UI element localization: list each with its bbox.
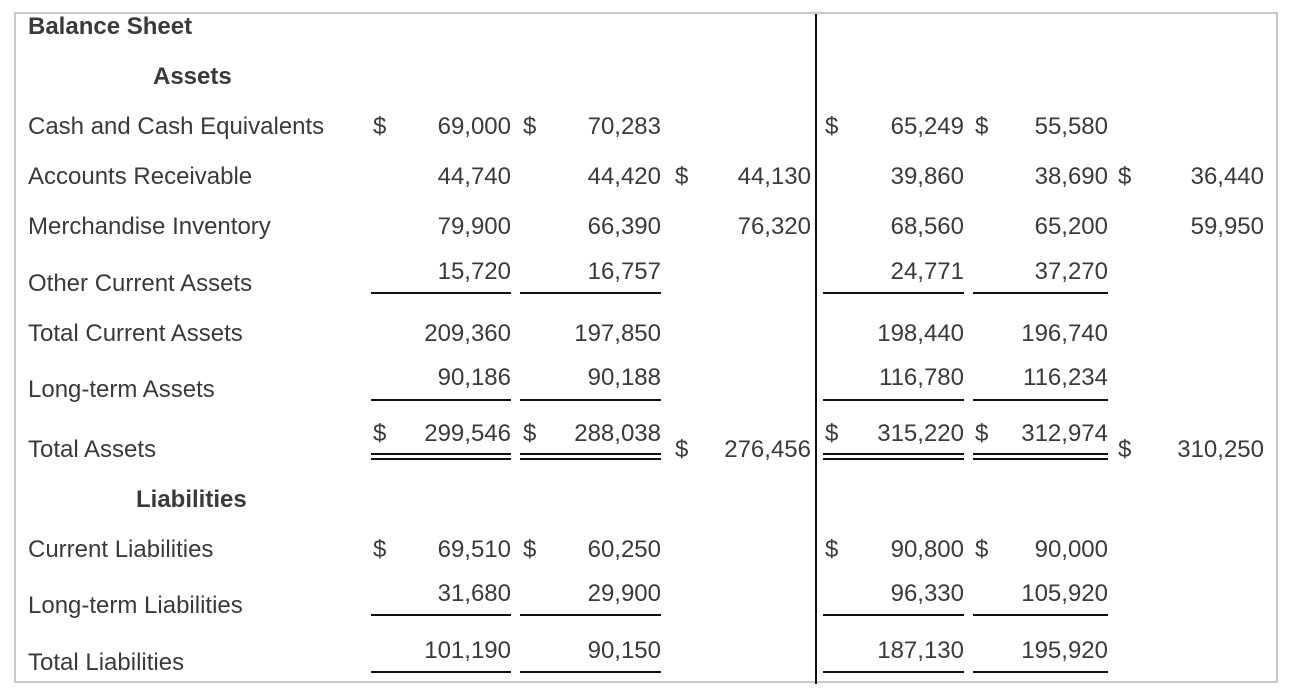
row-label-total-assets: Total Assets: [28, 436, 157, 463]
assets-heading: Assets: [153, 63, 232, 90]
double-underline: [973, 453, 1108, 455]
cell-inventory-c6: 59,950: [1190, 213, 1264, 240]
cell-cash-c1: 69,000: [437, 113, 511, 140]
row-label-long-term-assets: Long-term Assets: [28, 376, 215, 403]
cell-inventory-c4: 68,560: [890, 213, 964, 240]
cell-inventory-c5: 65,200: [1034, 213, 1108, 240]
row-label-cash: Cash and Cash Equivalents: [28, 113, 325, 140]
cell-ar-c1: 44,740: [437, 163, 511, 190]
cell-ltl-c2: 29,900: [587, 580, 661, 607]
cell-ar-c5: 38,690: [1034, 163, 1108, 190]
row-label-long-term-liabilities: Long-term Liabilities: [28, 592, 243, 619]
cell-other-ca-c5: 37,270: [1034, 258, 1108, 285]
currency-symbol: $: [523, 536, 537, 563]
cell-total-liab-c4: 187,130: [877, 637, 964, 664]
cell-cash-c5: 55,580: [1034, 113, 1108, 140]
cell-cash-c2: 70,283: [587, 113, 661, 140]
subtotal-underline: [371, 671, 511, 673]
row-label-merchandise-inventory: Merchandise Inventory: [28, 213, 271, 240]
cell-ltl-c4: 96,330: [890, 580, 964, 607]
cell-ltl-c1: 31,680: [437, 580, 511, 607]
subtotal-underline: [520, 292, 661, 294]
currency-symbol: $: [825, 536, 839, 563]
row-label-accounts-receivable: Accounts Receivable: [28, 163, 253, 190]
currency-symbol: $: [975, 536, 989, 563]
subtotal-underline: [823, 614, 964, 616]
subtotal-underline: [823, 399, 964, 401]
subtotal-underline: [973, 614, 1108, 616]
double-underline: [371, 453, 511, 455]
cell-inventory-c3: 76,320: [737, 213, 811, 240]
cell-total-assets-c1: 299,546: [424, 420, 511, 447]
subtotal-underline: [520, 671, 661, 673]
subtotal-underline: [823, 671, 964, 673]
cell-cl-c2: 60,250: [587, 536, 661, 563]
subtotal-underline: [823, 292, 964, 294]
cell-ltl-c5: 105,920: [1021, 580, 1108, 607]
currency-symbol: $: [1118, 163, 1132, 190]
currency-symbol: $: [523, 420, 537, 447]
cell-other-ca-c4: 24,771: [890, 258, 964, 285]
double-underline: [823, 453, 964, 455]
cell-total-ca-c5: 196,740: [1021, 320, 1108, 347]
currency-symbol: $: [825, 113, 839, 140]
cell-lta-c4: 116,780: [879, 364, 964, 391]
cell-lta-c5: 116,234: [1023, 364, 1108, 391]
cell-inventory-c2: 66,390: [587, 213, 661, 240]
row-label-current-liabilities: Current Liabilities: [28, 536, 214, 563]
currency-symbol: $: [373, 536, 387, 563]
liabilities-heading: Liabilities: [136, 486, 247, 513]
cell-ar-c2: 44,420: [587, 163, 661, 190]
subtotal-underline: [973, 292, 1108, 294]
double-underline: [371, 458, 511, 460]
currency-symbol: $: [825, 420, 839, 447]
cell-other-ca-c2: 16,757: [587, 258, 661, 285]
subtotal-underline: [371, 399, 511, 401]
subtotal-underline: [973, 399, 1108, 401]
currency-symbol: $: [373, 420, 387, 447]
currency-symbol: $: [523, 113, 537, 140]
cell-cash-c4: 65,249: [890, 113, 964, 140]
sheet-title: Balance Sheet: [28, 13, 193, 40]
cell-cl-c4: 90,800: [890, 536, 964, 563]
column-divider: [815, 14, 817, 684]
subtotal-underline: [973, 671, 1108, 673]
cell-total-assets-c3: 276,456: [724, 436, 811, 463]
cell-total-assets-c6: 310,250: [1177, 436, 1264, 463]
double-underline: [520, 453, 661, 455]
currency-symbol: $: [975, 420, 989, 447]
cell-total-assets-c4: 315,220: [877, 420, 964, 447]
currency-symbol: $: [373, 113, 387, 140]
cell-lta-c1: 90,186: [437, 364, 511, 391]
cell-total-liab-c5: 195,920: [1021, 637, 1108, 664]
double-underline: [823, 458, 964, 460]
subtotal-underline: [520, 614, 661, 616]
currency-symbol: $: [975, 113, 989, 140]
cell-total-ca-c1: 209,360: [424, 320, 511, 347]
currency-symbol: $: [675, 436, 689, 463]
cell-total-assets-c2: 288,038: [574, 420, 661, 447]
currency-symbol: $: [1118, 436, 1132, 463]
double-underline: [973, 458, 1108, 460]
cell-cl-c1: 69,510: [437, 536, 511, 563]
subtotal-underline: [371, 614, 511, 616]
subtotal-underline: [371, 292, 511, 294]
cell-total-liab-c2: 90,150: [587, 637, 661, 664]
cell-total-assets-c5: 312,974: [1021, 420, 1108, 447]
cell-cl-c5: 90,000: [1034, 536, 1108, 563]
cell-inventory-c1: 79,900: [437, 213, 511, 240]
cell-total-liab-c1: 101,190: [424, 637, 511, 664]
subtotal-underline: [520, 399, 661, 401]
cell-lta-c2: 90,188: [587, 364, 661, 391]
currency-symbol: $: [675, 163, 689, 190]
cell-ar-c4: 39,860: [890, 163, 964, 190]
cell-ar-c3: 44,130: [737, 163, 811, 190]
cell-total-ca-c4: 198,440: [877, 320, 964, 347]
cell-total-ca-c2: 197,850: [574, 320, 661, 347]
row-label-total-liabilities: Total Liabilities: [28, 649, 185, 676]
row-label-total-current-assets: Total Current Assets: [28, 320, 243, 347]
cell-ar-c6: 36,440: [1190, 163, 1264, 190]
row-label-other-current-assets: Other Current Assets: [28, 270, 253, 297]
double-underline: [520, 458, 661, 460]
cell-other-ca-c1: 15,720: [437, 258, 511, 285]
